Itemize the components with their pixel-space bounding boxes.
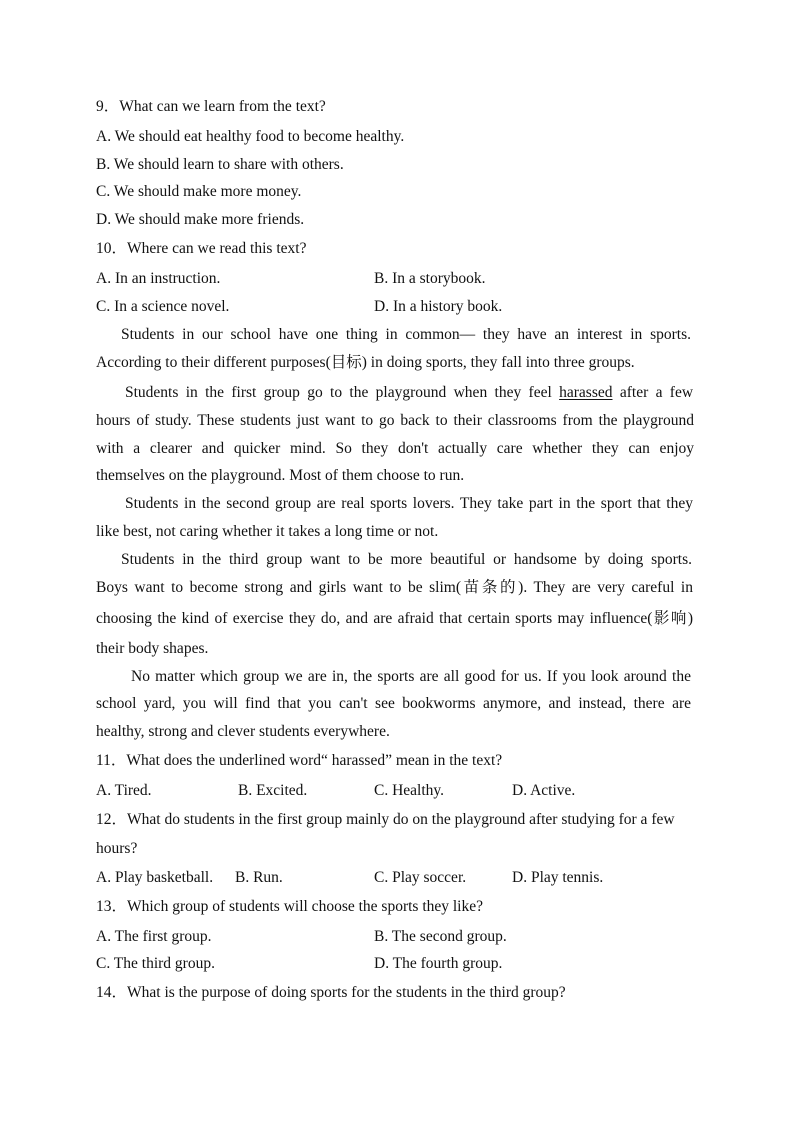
passage-p4-line3: choosing the kind of exercise they do, and are afraid that certain sports may influence(影响) [96,610,693,627]
question-10: 10．Where can we read this text? [96,240,307,257]
q12-option-d: D. Play tennis. [512,869,604,886]
q12-option-a: A. Play basketball. [96,869,214,886]
q11-option-c: C. Healthy. [374,782,445,799]
passage-p4-line4: their body shapes. [96,640,209,657]
q9-option-a: A. We should eat healthy food to become healthy. [96,128,405,145]
passage-p5-line1: No matter which group we are in, the sports are all good for us. If you look around the [131,668,691,685]
passage-p1-line2: According to their different purposes(目标) in doing sports, they fall into three groups. [96,354,635,371]
question-14: 14．What is the purpose of doing sports for the students in the third group? [96,984,566,1001]
q12-option-c: C. Play soccer. [374,869,467,886]
q9-option-c: C. We should make more money. [96,183,302,200]
q11-option-d: D. Active. [512,782,576,799]
q13-option-c: C. The third group. [96,955,215,972]
q13-option-d: D. The fourth group. [374,955,503,972]
question-12-line1: 12．What do students in the first group mainly do on the playground after studying for a few [96,811,675,828]
question-13: 13．Which group of students will choose the sports they like? [96,898,484,915]
q9-option-b: B. We should learn to share with others. [96,156,344,173]
question-11: 11．What does the underlined word“ harassed” mean in the text? [96,752,503,769]
passage-p1-line1: Students in our school have one thing in common— they have an interest in sports. [121,326,691,343]
q12-option-b: B. Run. [235,869,283,886]
q10-option-b: B. In a storybook. [374,270,486,287]
passage-p2-line1 [125,383,693,403]
passage-p2-line3: with a clearer and quicker mind. So they don't actually care whether they can enjoy [96,440,694,457]
passage-p5-line3: healthy, strong and clever students everywhere. [96,723,390,740]
question-12-line2: hours? [96,840,138,857]
passage-p4-line2: Boys want to become strong and girls want to be slim(苗条的). They are very careful in [96,579,693,596]
question-9: 9．What can we learn from the text? [96,98,326,115]
passage-p2-line2: hours of study. These students just want to go back to their classrooms from the playground [96,412,694,429]
q10-option-c: C. In a science novel. [96,298,230,315]
q13-option-a: A. The first group. [96,928,212,945]
passage-p4-line1: Students in the third group want to be more beautiful or handsome by doing sports. [121,551,692,568]
passage-p2-line4: themselves on the playground. Most of them choose to run. [96,467,465,484]
q11-option-a: A. Tired. [96,782,152,799]
passage-p3-line2: like best, not caring whether it takes a long time or not. [96,523,439,540]
q10-option-a: A. In an instruction. [96,270,221,287]
passage-p3-line1: Students in the second group are real sports lovers. They take part in the sport that they [125,495,693,512]
q9-option-d: D. We should make more friends. [96,211,305,228]
passage-p5-line2: school yard, you will find that you can't see bookworms anymore, and instead, there are [96,695,691,712]
q13-option-b: B. The second group. [374,928,507,945]
passage-p2-line1-end: after a few [619,384,694,401]
underlined-word-harassed: harassed [559,384,613,401]
passage-p2-line1-start: Students in the first group go to the playground when they feel [125,384,552,401]
q11-option-b: B. Excited. [238,782,308,799]
q10-option-d: D. In a history book. [374,298,503,315]
